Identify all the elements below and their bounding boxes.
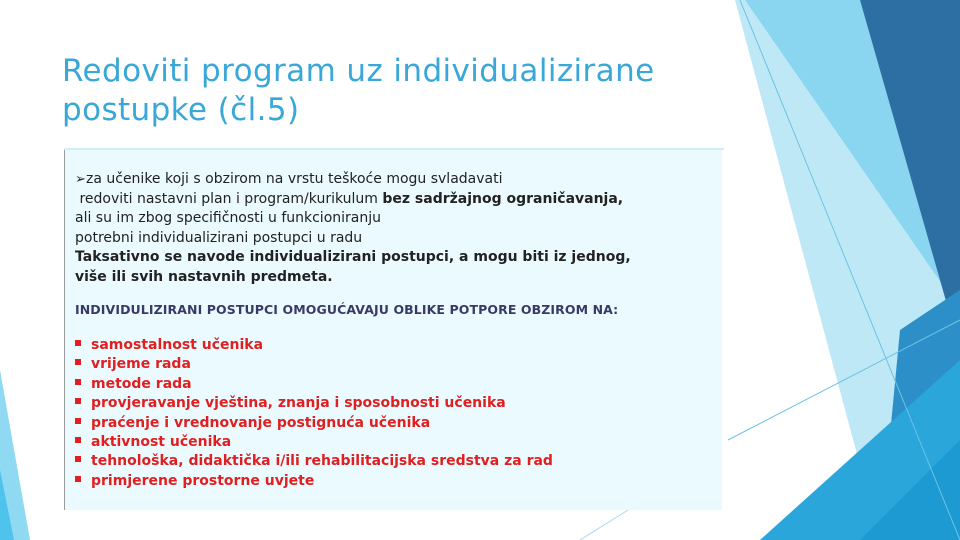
arrow-bullet-icon: ➢ xyxy=(75,172,86,187)
square-bullet-icon xyxy=(75,359,81,365)
intro-line: ➢za učenike koji s obzirom na vrstu teškoće mogu svladavati xyxy=(75,170,715,190)
square-bullet-icon xyxy=(75,379,81,385)
list-item: tehnološka, didaktička i/ili rehabilitacijska sredstva za rad xyxy=(75,452,553,471)
square-bullet-icon xyxy=(75,437,81,443)
slide-title xyxy=(62,52,722,130)
deco-thin-line-3 xyxy=(580,510,628,540)
intro-paragraph xyxy=(75,170,715,287)
square-bullet-icon xyxy=(75,398,81,404)
square-bullet-icon xyxy=(75,456,81,462)
square-bullet-icon xyxy=(75,418,81,424)
intro-line: redoviti nastavni plan i program/kurikulum bez sadržajnog ograničavanja, xyxy=(79,190,624,207)
intro-line: potrebni individualizirani postupci u radu xyxy=(75,229,363,246)
content-panel xyxy=(64,150,722,510)
section-heading: INDIVIDULIZIRANI POSTUPCI OMOGUĆAVAJU OBLIKE POTPORE OBZIROM NA: xyxy=(75,302,619,317)
list-item: aktivnost učenika xyxy=(75,433,553,452)
intro-line: Taksativno se navode individualizirani postupci, a mogu biti iz jednog, xyxy=(75,249,631,265)
slide-title-line-2: postupke (čl.5) xyxy=(62,92,300,128)
intro-line: više ili svih nastavnih predmeta. xyxy=(75,268,333,285)
intro-line: ali su im zbog specifičnosti u funkcioniranju xyxy=(75,210,381,226)
square-bullet-icon xyxy=(75,476,81,482)
square-bullet-icon xyxy=(75,340,81,346)
slide-title-line-1: Redoviti program uz individualizirane xyxy=(62,53,655,89)
list-item: vrijeme rada xyxy=(75,355,553,374)
list-item: praćenje i vrednovanje postignuća učenika xyxy=(75,414,553,433)
list-item: provjeravanje vještina, znanja i sposobnosti učenika xyxy=(75,394,553,413)
list-item: primjerene prostorne uvjete xyxy=(75,472,553,491)
support-forms-list xyxy=(75,336,553,491)
list-item: samostalnost učenika xyxy=(75,336,553,355)
list-item: metode rada xyxy=(75,375,553,394)
